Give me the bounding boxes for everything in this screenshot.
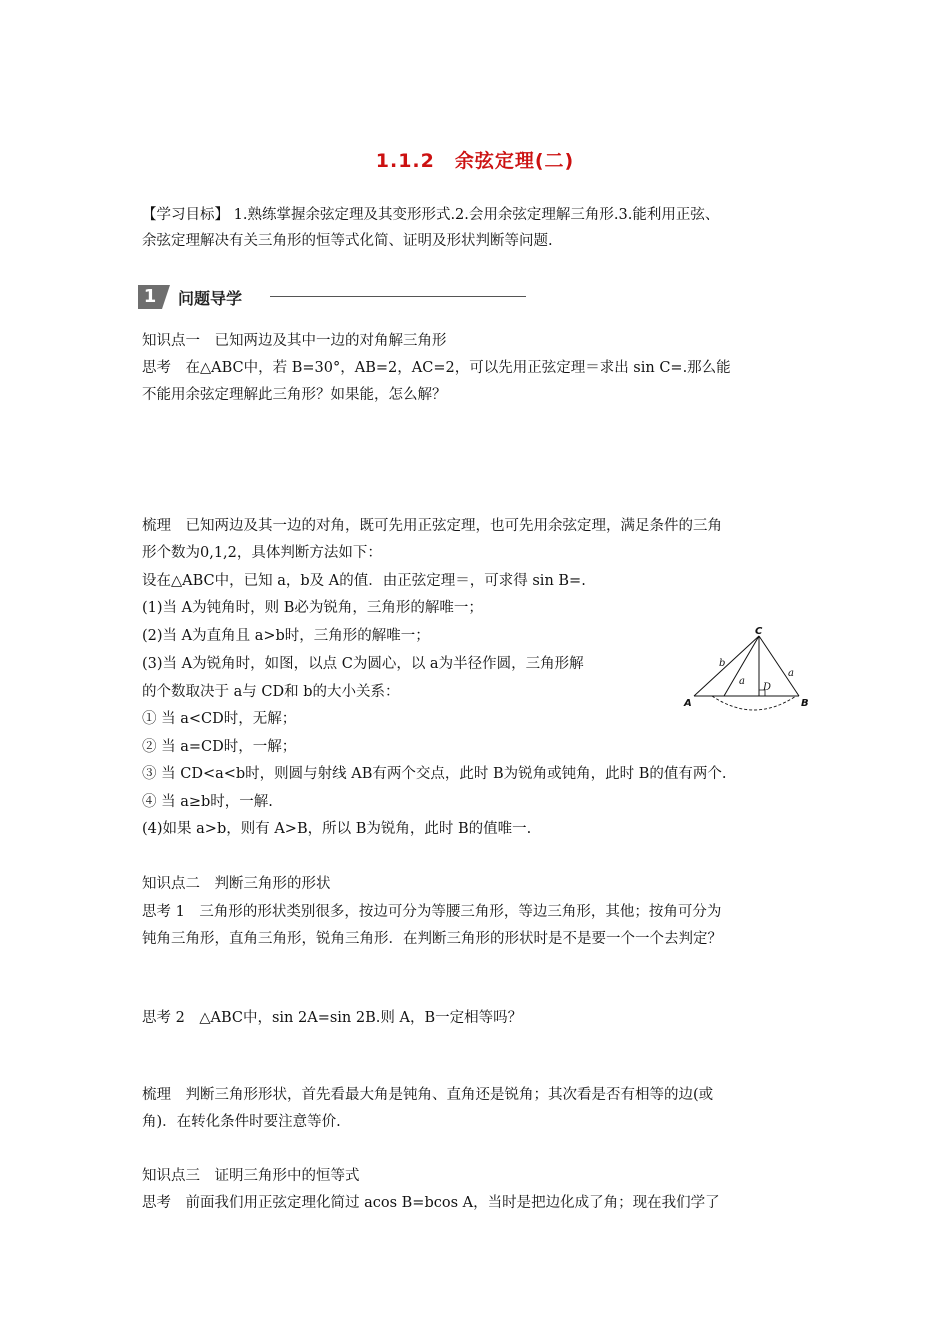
label-point-c: C [755,626,763,637]
k1-case-2: (2)当 A为直角且 a>b时，三角形的解唯一； [142,628,430,644]
label-side-b: b [719,658,726,669]
k3-think-line-1: 思考 前面我们用正弦定理化简过 acos B=bcos A，当时是把边化成了角；现在我们学了 [142,1195,720,1211]
section-header [138,285,528,309]
label-point-b: B [801,698,809,709]
k2-think-1-line-2: 钝角三角形，直角三角形，锐角三角形．在判断三角形的形状时是不是要一个一个去判定？ [142,931,722,947]
label-point-a: A [684,698,692,709]
learning-goals-line-2: 余弦定理解决有关三角形的恒等式化简、证明及形状判断等问题. [142,233,553,249]
k1-think-line-1: 思考 在△ABC中，若 B=30°，AB=2，AC=2，可以先用正弦定理＝求出 sin C=.那么能 [142,360,731,376]
k1-summary-line-3: 设在△ABC中，已知 a，b及 A的值．由正弦定理＝，可求得 sin B=. [142,573,586,589]
section-divider [270,296,526,297]
knowledge-point-1-heading: 知识点一 已知两边及其中一边的对角解三角形 [142,333,447,349]
k2-summary-line-1: 梳理 判断三角形形状，首先看最大角是钝角、直角还是锐角；其次看是否有相等的边(或 [142,1087,714,1103]
side-b-line [694,636,759,696]
k1-subcase-1: ① 当 a<CD时，无解； [142,711,297,727]
section-number-badge: 1 [138,285,162,309]
k1-case-1: (1)当 A为钝角时，则 B必为锐角，三角形的解唯一； [142,600,483,616]
k2-think-2: 思考 2 △ABC中，sin 2A=sin 2B.则 A，B一定相等吗？ [142,1010,523,1026]
learning-goals-line-1 [142,205,719,225]
k1-think-line-2: 不能用余弦定理解此三角形？如果能，怎么解？ [142,387,447,403]
label-side-a-left: a [739,676,745,687]
label-point-d: D [763,682,772,693]
k1-subcase-2: ② 当 a=CD时，一解； [142,739,297,755]
learning-goals-label: 【学习目标】 [142,207,229,223]
arc-dashed [712,696,796,710]
page-title: 1.1.2 余弦定理(二) [375,150,575,172]
k1-subcase-4: ④ 当 a≥b时，一解. [142,794,273,810]
k2-think-1-line-1: 思考 1 三角形的形状类别很多，按边可分为等腰三角形，等边三角形，其他；按角可分为 [142,904,722,920]
section-title: 问题导学 [178,289,243,308]
k1-subcase-3: ③ 当 CD<a<b时，则圆与射线 AB有两个交点，此时 B为锐角或钝角，此时 B的值有两个. [142,766,727,782]
knowledge-point-3-heading: 知识点三 证明三角形中的恒等式 [142,1168,360,1184]
k1-case-3-line-2: 的个数取决于 a与 CD和 b的大小关系： [142,684,400,700]
k1-summary-line-1: 梳理 已知两边及其一边的对角，既可先用正弦定理，也可先用余弦定理，满足条件的三角 [142,518,722,534]
k2-summary-line-2: 角)．在转化条件时要注意等价. [142,1114,341,1130]
learning-goals-text-1: 1.熟练掌握余弦定理及其变形形式.2.会用余弦定理解三角形.3.能利用正弦、 [233,207,720,223]
k1-case-4: (4)如果 a>b，则有 A>B，所以 B为锐角，此时 B的值唯一. [142,821,532,837]
triangle-circle-diagram [682,624,812,716]
k1-summary-line-2: 形个数为0,1,2，具体判断方法如下： [142,545,382,561]
knowledge-point-2-heading: 知识点二 判断三角形的形状 [142,876,331,892]
label-side-a-right: a [788,668,794,679]
k1-case-3-line-1: (3)当 A为锐角时，如图，以点 C为圆心，以 a为半径作圆，三角形解 [142,656,584,672]
section-badge-slant [162,285,170,309]
side-a-left-line [724,636,759,696]
